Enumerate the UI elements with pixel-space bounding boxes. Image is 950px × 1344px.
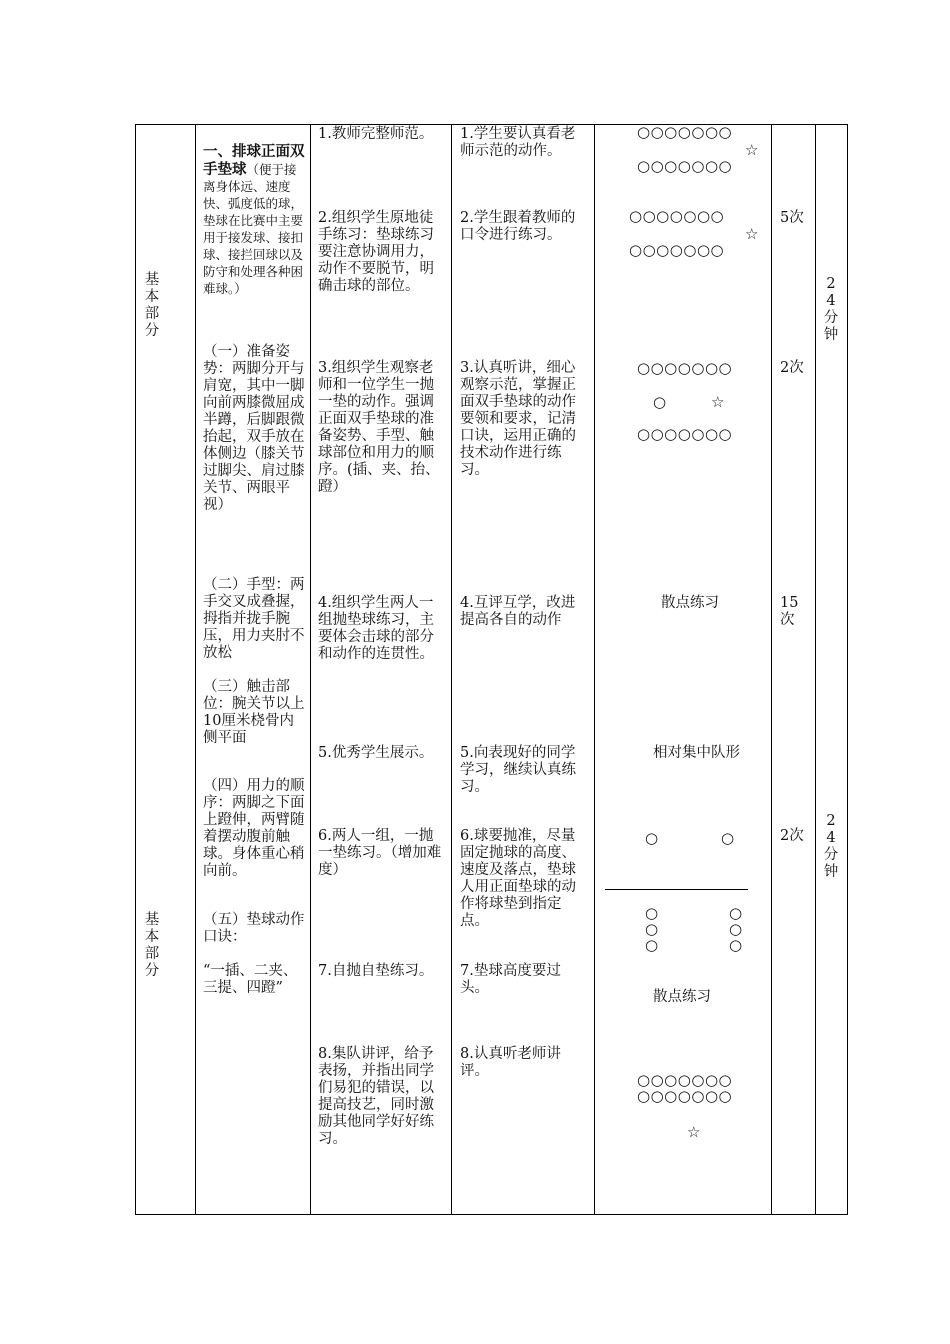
col-border xyxy=(195,124,196,1215)
col-border xyxy=(451,124,452,1215)
pair-circle: ○ xyxy=(645,904,659,922)
formation-row: ○○○○○○○ xyxy=(637,425,733,443)
col-border xyxy=(310,124,311,1215)
formation-row: ○○○○○○○ xyxy=(637,1071,733,1089)
formation-row: ○○○○○○○ xyxy=(637,1087,733,1105)
teacher-step: 1.教师完整师范。 xyxy=(318,126,434,142)
pair-circle: ○ xyxy=(645,829,659,847)
student-step: 5.向表现好的同学学习，继续认真练习。 xyxy=(460,745,576,795)
teacher-star: ☆ xyxy=(745,225,759,243)
content-rhyme-title: （五）垫球动作口诀： xyxy=(203,912,305,945)
content-title xyxy=(203,126,305,298)
student-step: 2.学生跟着教师的口令进行练习。 xyxy=(460,210,576,243)
demo-student-circle: ○ xyxy=(653,393,667,411)
content-hand: （二）手型：两手交叉成叠握，拇指并拢手腕压，用力夹肘不放松 xyxy=(203,577,305,661)
content-prep: （一）准备姿势：两脚分开与肩宽，其中一脚向前两膝微屈成半蹲，后脚跟微抬起，双手放在体侧边（膝关节过脚尖、肩过膝关节、两眼平视） xyxy=(203,344,305,513)
col-border xyxy=(594,124,595,1215)
content-force: （四）用力的顺序：两脚之下面上蹬伸，两臂随着摆动腹前触球。身体重心稍向前。 xyxy=(203,778,305,879)
col-border xyxy=(135,124,136,1215)
formation-row: ○○○○○○○ xyxy=(637,157,733,175)
scatter-practice-label: 散点练习 xyxy=(661,595,719,611)
col-border xyxy=(815,124,816,1215)
student-step: 8.认真听老师讲评。 xyxy=(460,1046,561,1079)
student-step: 6.球要抛准，尽量固定抛球的高度、速度及落点，垫球人用正面垫球的动作将球垫到指定点。 xyxy=(460,828,576,929)
teacher-step: 6.两人一组，一抛一垫练习。（增加难度） xyxy=(318,828,442,878)
teacher-star: ☆ xyxy=(745,141,759,159)
repeat-count: 5次 xyxy=(780,210,804,226)
concentrated-formation-label: 相对集中队形 xyxy=(653,745,740,761)
repeat-count: 15次 xyxy=(780,595,799,628)
content-contact: （三）触击部位：腕关节以上10厘米桡骨内侧平面 xyxy=(203,679,305,746)
scatter-practice-label: 散点练习 xyxy=(653,989,711,1005)
student-step: 4.互评互学，改进提高各自的动作 xyxy=(460,595,576,628)
pair-circle: ○ xyxy=(645,920,659,938)
formation-row: ○○○○○○○ xyxy=(637,123,733,141)
formation-row: ○○○○○○○ xyxy=(637,359,733,377)
formation-divider xyxy=(605,889,748,890)
col-border xyxy=(771,124,772,1215)
time-label: 24分钟 xyxy=(823,276,839,343)
section-label: 基本部分 xyxy=(144,912,160,979)
col-border xyxy=(847,124,848,1215)
table-top-border xyxy=(135,124,848,125)
teacher-star: ☆ xyxy=(711,393,725,411)
pair-circle: ○ xyxy=(729,904,743,922)
content-title-bold: 一、排球正面双手垫球 xyxy=(203,143,305,178)
pair-circle: ○ xyxy=(729,936,743,954)
teacher-step: 7.自抛自垫练习。 xyxy=(318,963,434,979)
student-step: 1.学生要认真看老师示范的动作。 xyxy=(460,126,576,159)
repeat-count: 2次 xyxy=(780,828,804,844)
formation-row: ○○○○○○○ xyxy=(629,207,725,225)
student-step: 7.垫球高度要过头。 xyxy=(460,963,561,996)
pair-circle: ○ xyxy=(721,829,735,847)
content-rhyme: “一插、二夹、三提、四蹬” xyxy=(203,963,298,996)
teacher-step: 2.组织学生原地徒手练习：垫球练习要注意协调用力，动作不要脱节，明确击球的部位。 xyxy=(318,210,434,294)
time-label: 24分钟 xyxy=(823,813,839,880)
repeat-count: 2次 xyxy=(780,360,804,376)
pair-circle: ○ xyxy=(645,936,659,954)
content-title-note: （便于接离身体远、速度快、弧度低的球，垫球在比赛中主要用于接发球、接扣球、接拦回球以及防守和处理各种困难球。） xyxy=(203,162,304,296)
section-label: 基本部分 xyxy=(144,272,160,339)
teacher-step: 5.优秀学生展示。 xyxy=(318,745,434,761)
formation-row: ○○○○○○○ xyxy=(629,241,725,259)
table-bottom-border xyxy=(135,1214,848,1215)
student-step: 3.认真听讲，细心观察示范，掌握正面双手垫球的动作要领和要求，记清口诀，运用正确的技术动作进行练习。 xyxy=(460,360,576,478)
pair-circle: ○ xyxy=(729,920,743,938)
teacher-step: 8.集队讲评，给予表扬，并指出同学们易犯的错误，以提高技艺，同时激励其他同学好好练习。 xyxy=(318,1046,434,1147)
teacher-step: 3.组织学生观察老师和一位学生一抛一垫的动作。强调正面双手垫球的准备姿势、手型、触球部位和用力的顺序。(插、夹、抬、蹬） xyxy=(318,360,440,495)
teacher-step: 4.组织学生两人一组抛垫球练习，主要体会击球的部分和动作的连贯性。 xyxy=(318,595,434,662)
teacher-star: ☆ xyxy=(687,1123,701,1141)
